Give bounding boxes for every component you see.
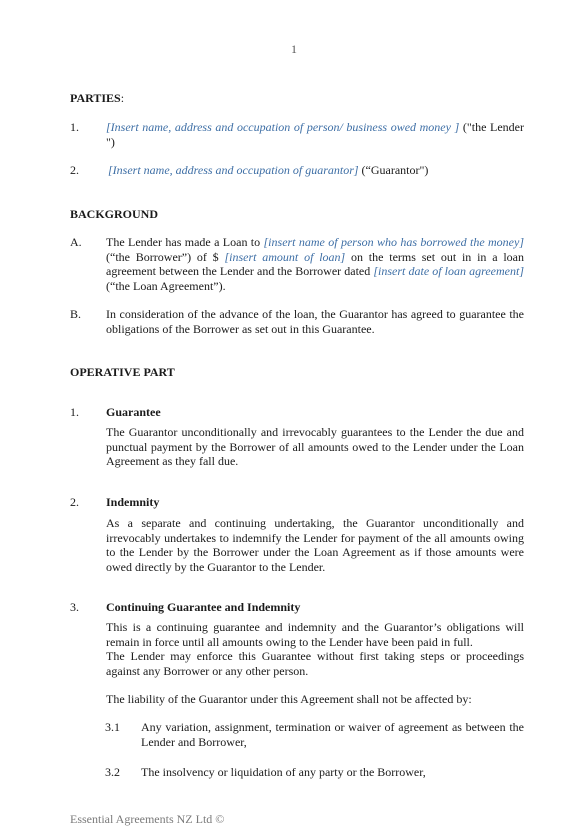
operative-heading: OPERATIVE PART [70, 365, 175, 379]
clause-3-number: 3. [70, 600, 79, 614]
party-1-text: [Insert name, address and occupation of person/ business owed money ] ("the Lender ") [106, 120, 524, 149]
background-b-number: B. [70, 307, 82, 321]
clause-1-number: 1. [70, 405, 79, 419]
clause-3-text-2: The Lender may enforce this Guarantee without first taking steps or proceedings against any Borrower or any other person. [106, 649, 524, 678]
party-1-number: 1. [70, 120, 79, 134]
subclause-3-2-number: 3.2 [105, 765, 120, 779]
subclause-3-1-text: Any variation, assignment, termination or waiver of agreement as between the Lender and Borrower, [141, 720, 524, 749]
loan-date-placeholder[interactable]: [insert date of loan agreement] [373, 264, 524, 278]
background-a-number: A. [70, 235, 82, 249]
clause-2-text: As a separate and continuing undertaking, the Guarantor unconditionally and irrevocably undertakes to indemnify the Lender for payment of the all amounts owing to the Lender by the Borrower under the Loan Agreement as if those amounts were owed directly by the Guarantor to the Lender. [106, 516, 524, 574]
clause-1-text: The Guarantor unconditionally and irrevocably guarantees to the Lender the due and punctual payment by the Borrower of all amounts owed to the Lender under the Loan Agreement as they fall due. [106, 425, 524, 468]
clause-1-title: Guarantee [106, 405, 161, 419]
clause-2-title: Indemnity [106, 495, 160, 509]
clause-3-text-1: This is a continuing guarantee and indemnity and the Guarantor’s obligations will remain in force until all amounts owing to the Lender have been paid in full. [106, 620, 524, 649]
subclause-3-2-text: The insolvency or liquidation of any party or the Borrower, [141, 765, 426, 779]
background-heading: BACKGROUND [70, 207, 159, 221]
page-number: 1 [291, 42, 297, 56]
borrower-placeholder[interactable]: [insert name of person who has borrowed the money] [263, 235, 525, 249]
party-2-placeholder[interactable]: [Insert name, address and occupation of guarantor] [108, 163, 359, 177]
party-2-text: [Insert name, address and occupation of guarantor] (“Guarantor") [108, 163, 429, 177]
loan-amount-placeholder[interactable]: [insert amount of loan] [224, 249, 346, 264]
subclause-3-1-number: 3.1 [105, 720, 120, 734]
footer-copyright: Essential Agreements NZ Ltd © [70, 812, 225, 826]
clause-2-number: 2. [70, 495, 79, 509]
party-2-number: 2. [70, 163, 79, 177]
parties-heading: PARTIES: [70, 91, 125, 105]
background-a-text: The Lender has made a Loan to [insert name of person who has borrowed the money] (“the Borrower”) of $ [insert amount of loan] on the terms set out in in a loan agreement between the Lender and the Borrower dated [insert date of loan agreement] (“the Loan Agreement”). [106, 235, 525, 293]
clause-3-text-3: The liability of the Guarantor under this Agreement shall not be affected by: [106, 692, 472, 706]
background-b-text: In consideration of the advance of the loan, the Guarantor has agreed to guarantee the obligations of the Borrower as set out in this Guarantee. [106, 307, 524, 336]
clause-3-title: Continuing Guarantee and Indemnity [106, 600, 301, 614]
party-1-placeholder[interactable]: [Insert name, address and occupation of person/ business owed money ] [106, 120, 460, 134]
